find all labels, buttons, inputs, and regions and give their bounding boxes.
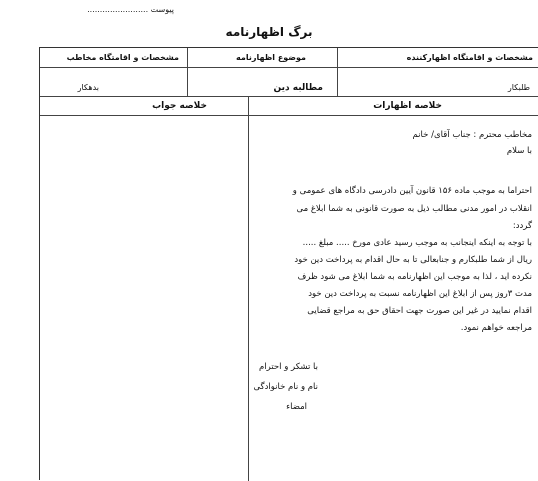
letter-line: اقدام نمایید در غیر این صورت جهت احقاق حق به مراجع قضایی — [307, 306, 532, 316]
closing-regards: با تشکر و احترام — [259, 362, 318, 372]
letter-line: انقلاب در امور مدنی مطالب ذیل به صورت قانونی به شما ابلاغ می — [296, 204, 532, 214]
letter-line: احتراما به موجب ماده ۱۵۶ قانون آیین دادرسی دادگاه های عمومی و — [292, 186, 532, 196]
letter-line: نکرده اید ، لذا به موجب این اظهارنامه به شما ابلاغ می شود ظرف — [297, 272, 532, 282]
letter-line: ریال از شما طلبکارم و جنابعالی تا به حال اقدام به پرداخت دین خود — [294, 255, 532, 265]
letter-line: مخاطب محترم : جناب آقای/ خانم — [412, 130, 532, 140]
section-reply-header: خلاصه جواب — [152, 101, 207, 111]
letter-line: با سلام — [506, 146, 532, 156]
closing-name: نام و نام خانوادگی — [253, 382, 318, 392]
form-title: برگ اظهارنامه — [225, 25, 313, 39]
letter-line: با توجه به اینکه اینجانب به موجب رسید عادی مورخ ..... مبلغ ..... — [302, 238, 532, 248]
form-table — [39, 47, 538, 480]
body-col-divider — [248, 96, 249, 481]
value-subject: مطالبه دین — [273, 83, 323, 93]
letter-line: مدت ۳روز پس از ابلاغ این اظهارنامه نسبت به پرداخت دین خود — [308, 289, 532, 299]
header-subject: موضوع اظهارنامه — [236, 53, 306, 62]
header-petitioner: مشخصات و اقامتگاه اظهارکننده — [406, 53, 533, 62]
section-row-divider — [40, 115, 538, 116]
attachment-line — [54, 4, 174, 16]
col-divider-2 — [337, 48, 338, 96]
value-addressee: بدهکار — [77, 83, 99, 92]
value-row-divider — [40, 96, 538, 97]
attachment-label: پیوست — [150, 5, 174, 14]
attachment-blank: ........................ — [87, 5, 149, 14]
header-row-divider — [40, 67, 538, 68]
value-petitioner: طلبکار — [507, 83, 530, 92]
col-divider-1 — [187, 48, 188, 96]
letter-line: مراجعه خواهم نمود. — [460, 323, 532, 333]
closing-signature: امضاء — [286, 402, 307, 412]
header-addressee: مشخصات و اقامتگاه مخاطب — [66, 53, 179, 62]
letter-line: گردد: — [512, 221, 532, 231]
section-statements-header: خلاصه اظهارات — [373, 101, 442, 111]
